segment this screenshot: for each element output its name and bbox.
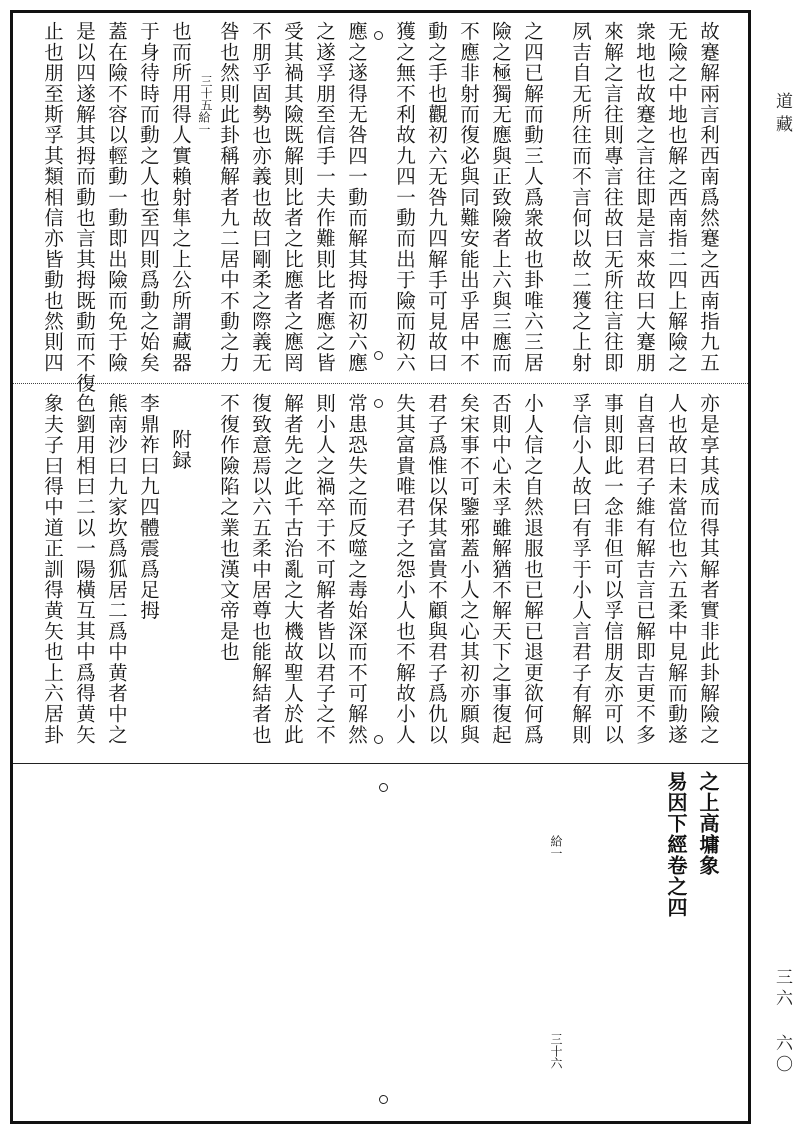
text-column: 止也朋至斯孚其類相信亦皆動也然則四	[41, 21, 64, 373]
text-column: 亦是享其成而得其解者實非此卦解險之	[697, 393, 720, 745]
text-column: 復致意焉以六五柔中居尊也能解結者也	[249, 393, 272, 745]
text-column: 動之手也觀初六无咎九四解手可見故曰	[425, 21, 448, 373]
text-column: 則小人之禍卒于不可解者皆以君子之不	[313, 393, 336, 745]
text-column: 君子爲惟以保其富貴不顧與君子爲仇以	[425, 393, 448, 745]
text-column: 无險之中地也解之西南指二四上解險之	[665, 21, 688, 373]
gutter-circle	[379, 1095, 388, 1104]
block-note-folio: 三十五	[199, 75, 213, 111]
text-column: 孚信小人故曰有孚于小人言君子有解則	[569, 393, 592, 745]
text-column: 矣宋事不可鑒邪蓋小人之心其初亦願與	[457, 393, 480, 745]
text-column: 常患恐失之而反噬之毒始深而不可解然	[345, 393, 368, 745]
text-column: 不應非射而復必與同難安能出乎居中不	[457, 21, 480, 373]
collection-label: 道藏	[772, 92, 792, 138]
text-column: 事則即此一念非但可以孚信朋友亦可以	[601, 393, 624, 745]
appendix-column: 熊南沙曰九家坎爲狐居二爲中黄者中之	[105, 393, 128, 745]
text-column: 咎也然則此卦稱解者九二居中不動之力	[217, 21, 240, 373]
text-column: 也而所用得人實賴射隼之上公所謂藏器	[169, 21, 192, 373]
text-column: 衆地也故蹇之言往即是言來故曰大蹇朋	[633, 21, 656, 373]
heading-continuation: 之上高墉象	[696, 771, 720, 876]
volume-title: 易因下經卷之四	[664, 771, 688, 918]
text-column: 自喜曰君子維有解吉言已解即吉更不多	[633, 393, 656, 745]
text-column: 險之極獨无應與正致險者上六與三應而	[489, 21, 512, 373]
text-column: 不復作險陷之業也漢文帝是也	[217, 393, 240, 663]
block-divider-lower	[13, 763, 748, 764]
block-divider-upper	[13, 383, 748, 384]
gutter-circle	[374, 735, 383, 744]
text-column: 否則中心未孚雖解猶不解天下之事復起	[489, 393, 512, 745]
text-column: 蓋在險不容以輕動一動即出險而免于險	[105, 21, 128, 373]
text-column: 不朋乎固勢也亦義也故曰剛柔之際義无	[249, 21, 272, 373]
appendix-column: 象夫子曰得中道正訓得黄矢也上六居卦	[41, 393, 64, 745]
text-column: 人也故曰未當位也六五柔中見解而動遂	[665, 393, 688, 745]
block-note-batch: 給一	[197, 111, 211, 135]
gutter-circle	[374, 31, 383, 40]
text-column: 獲之無不利故九四一動而出于險而初六	[393, 21, 416, 373]
text-column: 受其禍其險既解則比者之比應者之應罔	[281, 21, 304, 373]
text-column: 是以四遂解其拇而動也言其拇既動而不復	[73, 21, 96, 394]
text-column: 解者先之此千古治亂之大機故聖人於此	[281, 393, 304, 745]
text-column: 故蹇解兩言利西南爲然蹇之西南指九五	[697, 21, 720, 373]
block-note-batch: 給一	[549, 835, 563, 859]
text-column: 應之遂得无咎四一動而解其拇而初六應	[345, 21, 368, 373]
text-column: 小人信之自然退服也已解已退更欲何爲	[521, 393, 544, 745]
text-column: 失其富貴唯君子之怨小人也不解故小人	[393, 393, 416, 745]
text-column: 之遂孚朋至信手一夫作難則比者應之皆	[313, 21, 336, 373]
appendix-title: 附録	[169, 429, 192, 471]
block-note-folio: 三十六	[549, 1033, 563, 1069]
page-number: 三六 六〇	[772, 968, 792, 1076]
text-column: 于身待時而動之人也至四則爲動之始矣	[137, 21, 160, 373]
gutter-circle	[379, 783, 388, 792]
text-column: 之四已解而動三人爲衆故也卦唯六三居	[521, 21, 544, 373]
appendix-column: 色劉用相曰二以一陽橫互其中爲得黄矢	[73, 393, 96, 745]
text-column: 來解之言往則專言往故曰无所往言往即	[601, 21, 624, 373]
gutter-circle	[374, 399, 383, 408]
text-column: 夙吉自无所往而不言何以故二獲之上射	[569, 21, 592, 373]
page-frame	[10, 10, 751, 1124]
gutter-circle	[374, 351, 383, 360]
appendix-column: 李鼎祚曰九四體震爲足拇	[137, 393, 160, 621]
